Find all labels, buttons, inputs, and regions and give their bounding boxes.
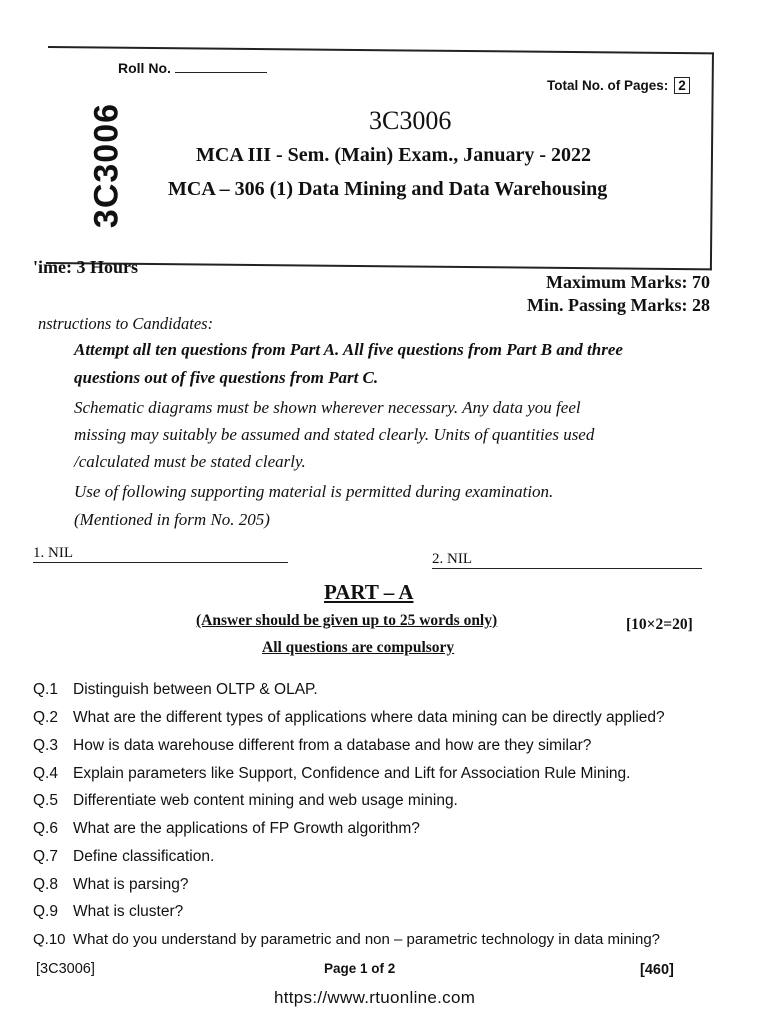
instruction-line-7: (Mentioned in form No. 205): [74, 510, 270, 529]
question-6: [33, 820, 420, 838]
question-number: Q.1: [33, 681, 58, 698]
question-4: [33, 765, 630, 783]
question-number: Q.9: [33, 903, 58, 920]
total-pages-value: 2: [674, 77, 690, 94]
footer-paper-code: [3C3006]: [36, 961, 95, 977]
exam-title: MCA III - Sem. (Main) Exam., January - 2022: [196, 144, 591, 166]
maximum-marks: Maximum Marks: 70: [546, 272, 710, 292]
paper-code: 3C3006: [369, 106, 452, 135]
material-item-1: [33, 545, 293, 563]
instruction-line-3: Schematic diagrams must be shown wherever necessary. Any data you feel: [74, 398, 581, 417]
part-a-title: PART – A: [324, 580, 414, 604]
instruction-line-4: missing may suitably be assumed and stated clearly. Units of quantities used: [74, 425, 595, 444]
question-text: What is cluster?: [73, 903, 184, 920]
footer-count: [460]: [640, 962, 674, 978]
question-number: Q.2: [33, 709, 58, 726]
subject-title: MCA – 306 (1) Data Mining and Data Warehousing: [168, 178, 608, 200]
question-text: What do you understand by parametric and non – parametric technology in data mining?: [73, 931, 661, 948]
min-passing-marks: Min. Passing Marks: 28: [526, 295, 710, 315]
material-item-2: [432, 551, 704, 569]
part-a-marks: [10×2=20]: [626, 616, 693, 633]
instruction-line-1: Attempt all ten questions from Part A. All five questions from Part B and three: [74, 340, 623, 359]
question-text: What are the different types of applications where data mining can be directly applied?: [73, 709, 665, 726]
question-10: [33, 931, 660, 948]
question-text: What is parsing?: [73, 876, 189, 893]
question-text: Distinguish between OLTP & OLAP.: [73, 681, 318, 698]
side-paper-code: 3C3006: [87, 102, 126, 229]
material-item-2-text: 2. NIL: [432, 551, 702, 569]
question-number: Q.10: [33, 931, 66, 948]
question-number: Q.5: [33, 792, 58, 809]
question-5: [33, 792, 458, 810]
question-text: What are the applications of FP Growth algorithm?: [73, 820, 420, 837]
footer-url[interactable]: https://www.rtuonline.com: [274, 988, 476, 1007]
question-text: Differentiate web content mining and web usage mining.: [73, 792, 458, 809]
question-3: [33, 737, 591, 755]
question-1: [33, 681, 318, 699]
question-2: [33, 709, 665, 727]
question-text: Explain parameters like Support, Confidence and Lift for Association Rule Mining.: [73, 765, 631, 782]
instructions-heading: nstructions to Candidates:: [38, 314, 214, 333]
part-a-compulsory: All questions are compulsory: [262, 639, 455, 656]
part-a-note: (Answer should be given up to 25 words only): [196, 612, 498, 629]
question-7: [33, 848, 214, 866]
exam-time: 'ime: 3 Hours: [33, 257, 138, 277]
total-pages: [547, 77, 690, 94]
question-number: Q.3: [33, 737, 58, 754]
question-9: [33, 903, 183, 921]
instruction-line-5: /calculated must be stated clearly.: [74, 452, 306, 471]
footer-page-number: Page 1 of 2: [324, 961, 396, 976]
question-text: How is data warehouse different from a database and how are they similar?: [73, 737, 592, 754]
question-number: Q.7: [33, 848, 58, 865]
material-item-1-text: 1. NIL: [33, 545, 288, 563]
roll-number-line: [175, 60, 267, 73]
question-text: Define classification.: [73, 848, 215, 865]
roll-label: Roll No.: [118, 60, 171, 76]
question-number: Q.8: [33, 876, 58, 893]
total-pages-label: Total No. of Pages:: [547, 78, 669, 93]
roll-number-row: [118, 60, 267, 76]
question-number: Q.4: [33, 765, 58, 782]
question-number: Q.6: [33, 820, 58, 837]
question-8: [33, 876, 188, 894]
instruction-line-2: questions out of five questions from Part C.: [74, 368, 379, 387]
instruction-line-6: Use of following supporting material is permitted during examination.: [74, 482, 554, 501]
